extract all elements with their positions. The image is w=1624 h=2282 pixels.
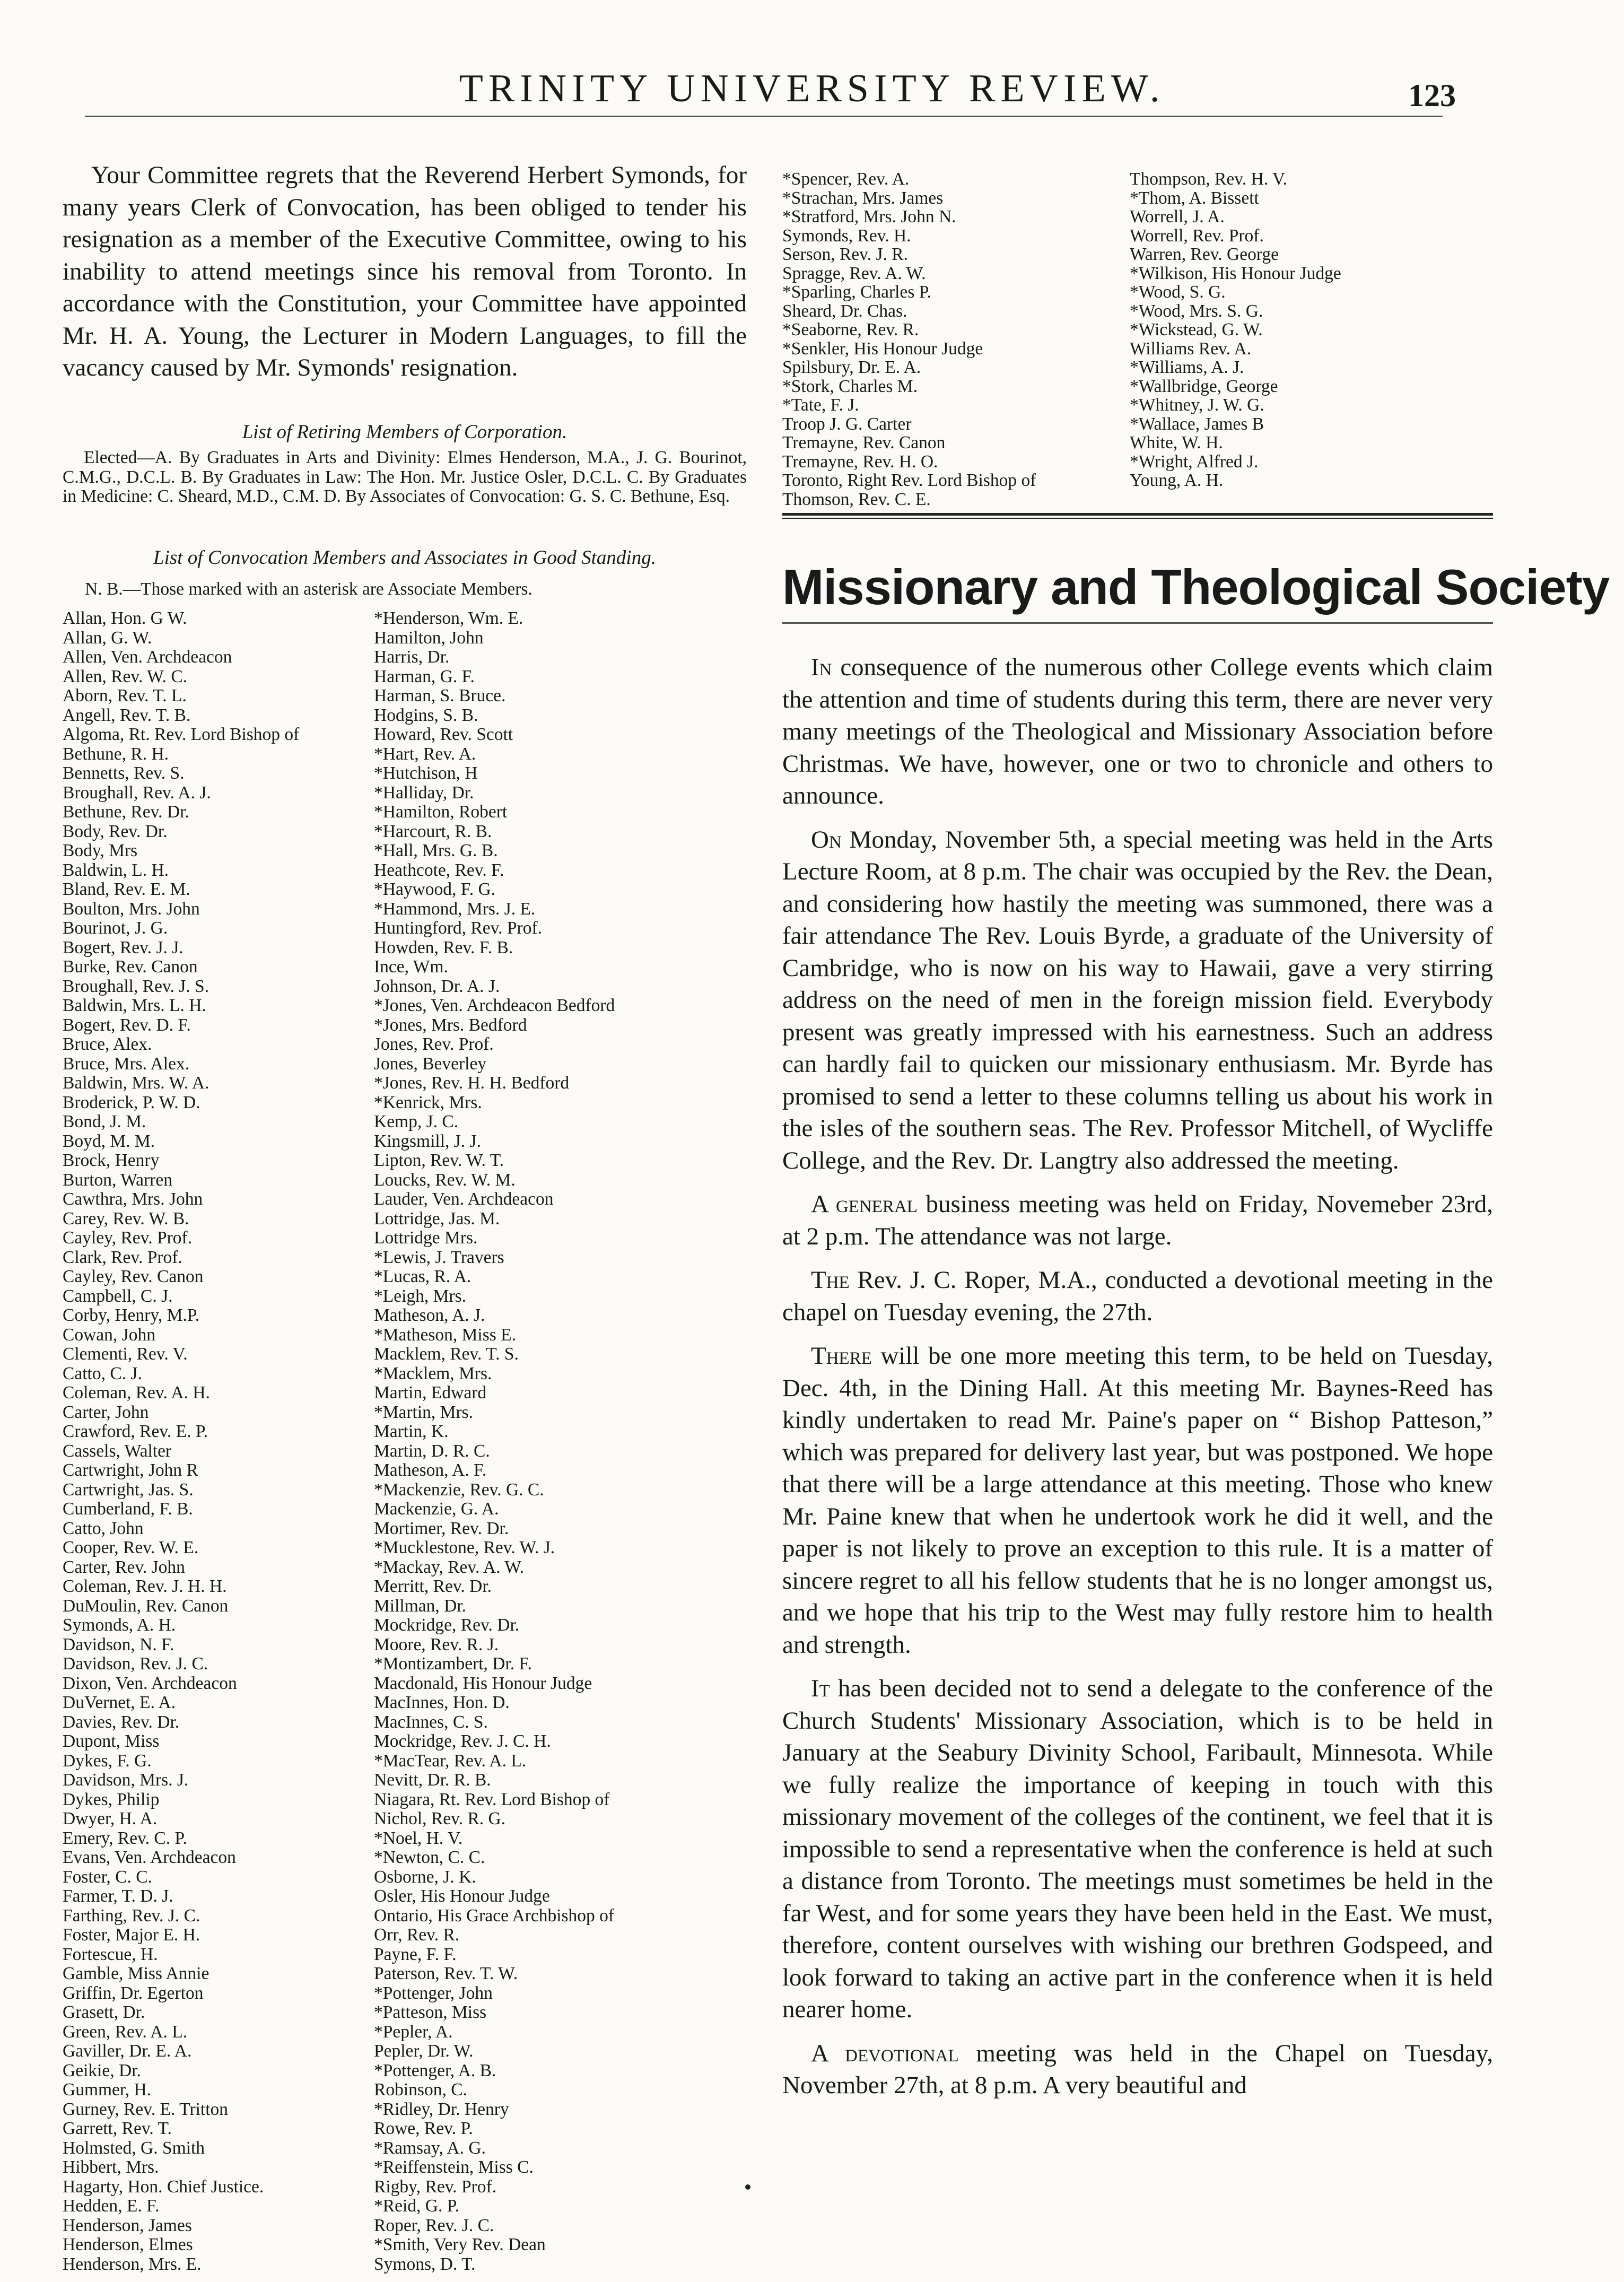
member-name: Bethune, Rev. Dr. [63, 803, 189, 822]
member-name: Howard, Rev. Scott [374, 725, 513, 744]
member-name: Thompson, Rev. H. V. [1130, 170, 1288, 189]
header-rule [85, 116, 1443, 117]
member-name: *Patteson, Miss [374, 2003, 487, 2022]
title-underline [782, 622, 1493, 624]
member-name: *Jones, Rev. H. H. Bedford [374, 1074, 570, 1093]
member-name: Gurney, Rev. E. Tritton [63, 2100, 229, 2119]
member-name: Cassels, Walter [63, 1441, 172, 1461]
convocation-list-column-1 [63, 609, 370, 2274]
member-name: Hodgins, S. B. [374, 705, 478, 725]
member-name: *Strachan, Mrs. James [782, 188, 944, 207]
paragraph-3-text: business meeting was held on Friday, Novemeber 23rd, at 2 p.m. The attendance was not large. [782, 1190, 1494, 1250]
member-name: Lottridge Mrs. [374, 1229, 478, 1248]
retiring-members-body: Elected—A. By Graduates in Arts and Divinity: Elmes Henderson, M.A., J. G. Bourinot, C.M.G., D.C.L. B. By Graduates in Law: The Hon. Mr. Justice Osler, D.C.L. C. By Graduates in Medicine: C. Sheard, M.D., C.M. D. By Associates of Convocation: G. S. C. Bethune, Esq. [63, 448, 747, 506]
member-name: Worrell, Rev. Prof. [1130, 226, 1264, 245]
member-name: *Senkler, His Honour Judge [782, 339, 983, 358]
member-name: Gummer, H. [63, 2080, 152, 2100]
member-name: Payne, F. F. [374, 1945, 457, 1964]
member-name: Troop J. G. Carter [782, 414, 912, 433]
member-name: Algoma, Rt. Rev. Lord Bishop of [63, 725, 300, 744]
convocation-list-column-2 [374, 609, 745, 2274]
article-paragraph-6 [782, 1673, 1493, 2026]
member-name: *Wilkison, His Honour Judge [1130, 264, 1341, 283]
member-name: Bland, Rev. E. M. [63, 880, 190, 899]
member-name: *Martin, Mrs. [374, 1403, 474, 1422]
society-article [782, 651, 1493, 2113]
member-name: Martin, K. [374, 1422, 449, 1441]
member-name: Mortimer, Rev. Dr. [374, 1519, 509, 1538]
member-name: Garrett, Rev. T. [63, 2119, 172, 2138]
paragraph-7-text: meeting was held in the Chapel on Tuesday, November 27th, at 8 p.m. A very beautiful and [782, 2039, 1493, 2099]
member-name: Hibbert, Mrs. [63, 2158, 159, 2177]
member-name: Allan, G. W. [63, 628, 152, 648]
member-name: Henderson, Mrs. E. [63, 2254, 202, 2274]
member-name: Dwyer, H. A. [63, 1809, 158, 1828]
member-name: Harris, Dr. [374, 648, 450, 667]
member-name: Foster, Major E. H. [63, 1926, 200, 1945]
article-paragraph-3 [782, 1188, 1493, 1252]
member-name: Harman, S. Bruce. [374, 686, 506, 705]
member-name: Nevitt, Dr. R. B. [374, 1771, 491, 1790]
member-name: Crawford, Rev. E. P. [63, 1422, 208, 1441]
member-name: Aborn, Rev. T. L. [63, 686, 187, 705]
member-name: MacInnes, Hon. D. [374, 1693, 510, 1712]
paragraph-2-lead: On [811, 825, 842, 853]
member-name: Spragge, Rev. A. W. [782, 264, 926, 283]
member-name: Farmer, T. D. J. [63, 1887, 173, 1906]
article-paragraph-5 [782, 1340, 1493, 1661]
member-name: Henderson, James [63, 2216, 192, 2235]
member-name: *Kenrick, Mrs. [374, 1093, 482, 1112]
member-name: Warren, Rev. George [1130, 245, 1279, 264]
member-name: Cartwright, Jas. S. [63, 1480, 194, 1500]
member-name: *Jones, Mrs. Bedford [374, 1015, 527, 1035]
member-name: Hagarty, Hon. Chief Justice. [63, 2177, 264, 2197]
article-paragraph-7 [782, 2037, 1493, 2102]
member-name: *Hamilton, Robert [374, 803, 508, 822]
ink-dot [745, 2184, 750, 2190]
paragraph-4-lead: The [811, 1266, 850, 1294]
member-name: Holmsted, G. Smith [63, 2138, 205, 2158]
member-name: Bruce, Mrs. Alex. [63, 1054, 190, 1074]
member-name: Bogert, Rev. J. J. [63, 938, 184, 957]
member-name: *Macklem, Mrs. [374, 1364, 492, 1383]
member-name: Macdonald, His Honour Judge [374, 1674, 592, 1693]
member-name: Lauder, Ven. Archdeacon [374, 1190, 554, 1209]
member-name: Osler, His Honour Judge [374, 1887, 550, 1906]
member-name: *MacTear, Rev. A. L. [374, 1751, 527, 1771]
member-name: Davies, Rev. Dr. [63, 1712, 180, 1732]
member-name: Catto, John [63, 1519, 144, 1538]
member-name: Clementi, Rev. V. [63, 1345, 188, 1364]
article-paragraph-1 [782, 651, 1493, 812]
member-name: Mockridge, Rev. J. C. H. [374, 1732, 551, 1751]
member-name: Bogert, Rev. D. F. [63, 1015, 191, 1035]
paragraph-6-text: has been decided not to send a delegate to the conference of the Church Students' Missionary Association, which is to be held in January at the Seabury Divinity School, Faribault, Minnesota. While we fully realize the importance of keeping in touch with this missionary movement of the colleges of the continent, we feel that it is impossible to send a representative when the conference is held at such a distance from Toronto. The meetings must sometimes be held in the far West, and for some years they have been held in the East. We must, therefore, content ourselves with wishing our brethren Godspeed, and look forward to taking an active part in the conference when it is held nearer home. [782, 1675, 1494, 2023]
member-name: Bourinot, J. G. [63, 919, 168, 938]
member-name: Bethune, R. H. [63, 744, 169, 764]
member-name: Roper, Rev. J. C. [374, 2216, 494, 2235]
member-name: Moore, Rev. R. J. [374, 1635, 499, 1654]
member-name: *Lucas, R. A. [374, 1267, 472, 1286]
member-name: *Stratford, Mrs. John N. [782, 207, 956, 227]
member-name: Burke, Rev. Canon [63, 957, 198, 977]
member-name: *Smith, Very Rev. Dean [374, 2235, 546, 2254]
member-name: Foster, C. C. [63, 1867, 152, 1887]
member-name: Lottridge, Jas. M. [374, 1209, 500, 1229]
member-name: Dykes, F. G. [63, 1751, 152, 1771]
member-name: Rowe, Rev. P. [374, 2119, 473, 2138]
member-name: Boulton, Mrs. John [63, 899, 200, 919]
member-name: Broughall, Rev. J. S. [63, 977, 209, 996]
member-name: *Wood, S. G. [1130, 283, 1226, 302]
member-name: Catto, C. J. [63, 1364, 142, 1383]
member-name: Heathcote, Rev. F. [374, 860, 504, 880]
member-name: Broderick, P. W. D. [63, 1093, 200, 1112]
member-name: *Wickstead, G. W. [1130, 320, 1263, 339]
member-name: Clark, Rev. Prof. [63, 1248, 182, 1267]
member-name: Young, A. H. [1130, 471, 1224, 490]
member-name: Harman, G. F. [374, 667, 475, 686]
member-name: Symons, D. T. [374, 2254, 476, 2274]
member-name: Gaviller, Dr. E. A. [63, 2042, 192, 2061]
member-name: Cowan, John [63, 1325, 155, 1345]
member-name: Kingsmill, J. J. [374, 1131, 481, 1151]
member-name: Tremayne, Rev. Canon [782, 433, 946, 452]
member-name: Matheson, A. F. [374, 1461, 487, 1480]
member-name: Boyd, M. M. [63, 1131, 155, 1151]
member-name: Allen, Ven. Archdeacon [63, 648, 232, 667]
member-name: Johnson, Dr. A. J. [374, 977, 500, 996]
convocation-list-column-3 [782, 170, 1122, 509]
member-name: *Tate, F. J. [782, 396, 859, 415]
member-name: *Stork, Charles M. [782, 377, 918, 396]
member-name: *Sparling, Charles P. [782, 283, 932, 302]
member-name: Martin, Edward [374, 1383, 487, 1403]
member-name: *Wright, Alfred J. [1130, 452, 1259, 471]
member-name: Coleman, Rev. A. H. [63, 1383, 210, 1403]
member-name: Jones, Beverley [374, 1054, 487, 1074]
member-name: *Wood, Mrs. S. G. [1130, 301, 1263, 320]
member-name: *Mackay, Rev. A. W. [374, 1557, 525, 1577]
member-name: *Whitney, J. W. G. [1130, 396, 1264, 415]
member-name: Rigby, Rev. Prof. [374, 2177, 497, 2197]
member-name: Tremayne, Rev. H. O. [782, 452, 938, 471]
member-name: Cumberland, F. B. [63, 1500, 193, 1519]
member-name: Baldwin, Mrs. W. A. [63, 1074, 209, 1093]
section-title: Missionary and Theological Society [782, 559, 1610, 615]
member-name: Davidson, N. F. [63, 1635, 174, 1654]
member-name: Corby, Henry, M.P. [63, 1306, 200, 1325]
member-name: Bruce, Alex. [63, 1035, 152, 1054]
member-name: Carter, Rev. John [63, 1557, 185, 1577]
paragraph-3-lead: A general [811, 1190, 918, 1218]
member-name: Paterson, Rev. T. W. [374, 1964, 518, 1983]
member-name: Allen, Rev. W. C. [63, 667, 188, 686]
member-name: *Pepler, A. [374, 2022, 453, 2042]
member-name: Cawthra, Mrs. John [63, 1190, 203, 1209]
member-name: MacInnes, C. S. [374, 1712, 488, 1732]
member-name: Dykes, Philip [63, 1790, 160, 1809]
member-name: Bond, J. M. [63, 1112, 146, 1131]
member-name: Body, Mrs [63, 841, 138, 860]
page-header-title: TRINITY UNIVERSITY REVIEW. [459, 67, 1165, 110]
member-name: Grasett, Dr. [63, 2003, 145, 2022]
member-name: Worrell, J. A. [1130, 207, 1225, 227]
member-name: *Wallace, James B [1130, 414, 1264, 433]
member-name: Orr, Rev. R. [374, 1926, 460, 1945]
member-name: Osborne, J. K. [374, 1867, 476, 1887]
member-name: Davidson, Mrs. J. [63, 1771, 189, 1790]
member-name: Symonds, A. H. [63, 1616, 176, 1635]
member-name: *Hall, Mrs. G. B. [374, 841, 498, 860]
member-name: Broughall, Rev. A. J. [63, 783, 211, 803]
member-name: *Reid, G. P. [374, 2197, 460, 2216]
member-name: Niagara, Rt. Rev. Lord Bishop of [374, 1790, 610, 1809]
member-name: Cooper, Rev. W. E. [63, 1538, 199, 1557]
member-name: Huntingford, Rev. Prof. [374, 919, 542, 938]
member-name: Mockridge, Rev. Dr. [374, 1616, 520, 1635]
member-name: Evans, Ven. Archdeacon [63, 1848, 236, 1867]
member-name: *Hutchison, H [374, 764, 478, 783]
member-name: *Seaborne, Rev. R. [782, 320, 919, 339]
member-name: Lipton, Rev. W. T. [374, 1151, 504, 1170]
member-name: White, W. H. [1130, 433, 1223, 452]
paragraph-5-text: will be one more meeting this term, to be held on Tuesday, Dec. 4th, in the Dining Hall. At this meeting Mr. Baynes-Reed has kindly undertaken to read Mr. Paine's paper on “ Bishop Patteson,” which was prepared for delivery last year, but was postponed. We hope that there will be a large attendance at this meeting. Those who knew Mr. Paine knew that when he undertook work he did it well, and the paper is not likely to prove an exception to this rule. It is a matter of sincere regret to all his fellow students that he is no longer amongst us, and we hope that his trip to the West may fully restore him to health and strength. [782, 1342, 1493, 1659]
member-name: *Williams, A. J. [1130, 358, 1244, 377]
member-name: Angell, Rev. T. B. [63, 705, 191, 725]
member-name: Carey, Rev. W. B. [63, 1209, 189, 1229]
member-name: *Ridley, Dr. Henry [374, 2100, 509, 2119]
convocation-list-column-4 [1130, 170, 1501, 490]
member-name: Cayley, Rev. Prof. [63, 1229, 193, 1248]
member-name: Body, Rev. Dr. [63, 822, 168, 841]
member-name: Serson, Rev. J. R. [782, 245, 908, 264]
member-name: Green, Rev. A. L. [63, 2022, 188, 2042]
member-name: Geikie, Dr. [63, 2061, 141, 2080]
member-name: *Pottenger, John [374, 1983, 493, 2003]
paragraph-1-lead: In [811, 654, 832, 681]
member-name: Hedden, E. F. [63, 2197, 160, 2216]
page-number: 123 [1408, 78, 1456, 113]
member-name: *Harcourt, R. B. [374, 822, 492, 841]
member-name: Fortescue, H. [63, 1945, 158, 1964]
article-paragraph-2 [782, 824, 1493, 1177]
member-name: *Hammond, Mrs. J. E. [374, 899, 536, 919]
member-name: Coleman, Rev. J. H. H. [63, 1577, 227, 1596]
paragraph-7-lead: A devotional [811, 2039, 959, 2067]
member-name: Baldwin, Mrs. L. H. [63, 996, 206, 1015]
article-paragraph-4 [782, 1264, 1493, 1328]
member-name: Nichol, Rev. R. G. [374, 1809, 506, 1828]
member-name: *Hart, Rev. A. [374, 744, 476, 764]
member-name: Thomson, Rev. C. E. [782, 490, 931, 509]
paragraph-6-lead: It [811, 1675, 830, 1702]
member-name: *Halliday, Dr. [374, 783, 474, 803]
member-name: DuMoulin, Rev. Canon [63, 1596, 229, 1616]
member-name: Merritt, Rev. Dr. [374, 1577, 492, 1596]
member-name: Millman, Dr. [374, 1596, 467, 1616]
member-name: Ontario, His Grace Archbishop of [374, 1906, 615, 1926]
member-name: Matheson, A. J. [374, 1306, 485, 1325]
member-name: Campbell, C. J. [63, 1286, 173, 1306]
member-name: *Montizambert, Dr. F. [374, 1654, 532, 1674]
committee-text: Your Committee regrets that the Reverend Herbert Symonds, for many years Clerk of Convocation, has been obliged to tender his resignation as a member of the Executive Committee, owing to his inability to attend meetings since his removal from Toronto. In accordance with the Constitution, your Committee have appointed Mr. H. A. Young, the Lecturer in Modern Languages, to fill the vacancy caused by Mr. Symonds' resignation. [63, 161, 747, 381]
member-name: *Pottenger, A. B. [374, 2061, 496, 2080]
member-name: *Wallbridge, George [1130, 377, 1278, 396]
retiring-members-text [63, 448, 747, 507]
member-name: Gamble, Miss Annie [63, 1964, 209, 1983]
member-name: Ince, Wm. [374, 957, 448, 977]
member-name: *Lewis, J. Travers [374, 1248, 504, 1267]
member-name: *Jones, Ven. Archdeacon Bedford [374, 996, 615, 1015]
member-name: Allan, Hon. G W. [63, 609, 187, 628]
member-name: Dixon, Ven. Archdeacon [63, 1674, 237, 1693]
member-name: Mackenzie, G. A. [374, 1500, 499, 1519]
section-rule-upper [782, 513, 1493, 516]
member-name: Dupont, Miss [63, 1732, 160, 1751]
member-name: Robinson, C. [374, 2080, 467, 2100]
member-name: Emery, Rev. C. P. [63, 1828, 187, 1848]
member-name: *Reiffenstein, Miss C. [374, 2158, 534, 2177]
member-name: *Matheson, Miss E. [374, 1325, 516, 1345]
associate-note: N. B.—Those marked with an asterisk are Associate Members. [85, 579, 532, 599]
member-name: Martin, D. R. C. [374, 1441, 490, 1461]
member-name: *Noel, H. V. [374, 1828, 463, 1848]
member-name: *Thom, A. Bissett [1130, 188, 1259, 207]
member-name: Howden, Rev. F. B. [374, 938, 513, 957]
member-name: Baldwin, L. H. [63, 860, 169, 880]
member-name: DuVernet, E. A. [63, 1693, 176, 1712]
member-name: *Spencer, Rev. A. [782, 170, 910, 189]
member-name: Loucks, Rev. W. M. [374, 1170, 516, 1190]
member-name: Henderson, Elmes [63, 2235, 193, 2254]
member-name: Kemp, J. C. [374, 1112, 459, 1131]
member-name: Cartwright, John R [63, 1461, 198, 1480]
member-name: *Leigh, Mrs. [374, 1286, 466, 1306]
member-name: Pepler, Dr. W. [374, 2042, 474, 2061]
paragraph-5-lead: There [811, 1342, 872, 1370]
member-name: *Haywood, F. G. [374, 880, 496, 899]
member-name: Griffin, Dr. Egerton [63, 1983, 204, 2003]
member-name: *Ramsay, A. G. [374, 2138, 486, 2158]
member-name: *Mucklestone, Rev. W. J. [374, 1538, 555, 1557]
paragraph-1-text: consequence of the numerous other College events which claim the attention and time of students during this term, there are never very many meetings of the Theological and Missionary Association before Christmas. We have, however, one or two to chronicle and others to announce. [782, 654, 1493, 809]
member-name: Cayley, Rev. Canon [63, 1267, 204, 1286]
paragraph-2-text: Monday, November 5th, a special meeting was held in the Arts Lecture Room, at 8 p.m. The chair was occupied by the Rev. the Dean, and considering how hastily the meeting was summoned, there was a fair attendance The Rev. Louis Byrde, a graduate of the University of Cambridge, who is now on his way to Hawaii, gave a very stirring address on the need of men in the foreign mission field. Everybody present was greatly impressed with his earnestness. Such an address can hardly fail to quicken our missionary enthusiasm. Mr. Byrde has promised to send a letter to these columns telling us about his work in the isles of the southern seas. The Rev. Professor Mitchell, of Wycliffe College, and the Rev. Dr. Langtry also addressed the meeting. [782, 825, 1493, 1174]
member-name: *Mackenzie, Rev. G. C. [374, 1480, 544, 1500]
paragraph-4-text: Rev. J. C. Roper, M.A., conducted a devotional meeting in the chapel on Tuesday evening, the 27th. [782, 1266, 1494, 1326]
member-name: *Newton, C. C. [374, 1848, 485, 1867]
member-name: Toronto, Right Rev. Lord Bishop of [782, 471, 1036, 490]
member-name: Farthing, Rev. J. C. [63, 1906, 200, 1926]
committee-paragraph [63, 159, 747, 384]
retiring-members-heading: List of Retiring Members of Corporation. [242, 421, 567, 443]
convocation-list-heading: List of Convocation Members and Associates in Good Standing. [153, 547, 656, 569]
section-rule-lower [782, 518, 1493, 519]
member-name: *Henderson, Wm. E. [374, 609, 523, 628]
member-name: Hamilton, John [374, 628, 484, 648]
member-name: Macklem, Rev. T. S. [374, 1345, 519, 1364]
member-name: Sheard, Dr. Chas. [782, 301, 907, 320]
member-name: Spilsbury, Dr. E. A. [782, 358, 921, 377]
member-name: Jones, Rev. Prof. [374, 1035, 494, 1054]
member-name: Carter, John [63, 1403, 149, 1422]
member-name: Burton, Warren [63, 1170, 172, 1190]
member-name: Symonds, Rev. H. [782, 226, 911, 245]
member-name: Davidson, Rev. J. C. [63, 1654, 208, 1674]
member-name: Williams Rev. A. [1130, 339, 1252, 358]
member-name: Bennetts, Rev. S. [63, 764, 185, 783]
member-name: Brock, Henry [63, 1151, 160, 1170]
